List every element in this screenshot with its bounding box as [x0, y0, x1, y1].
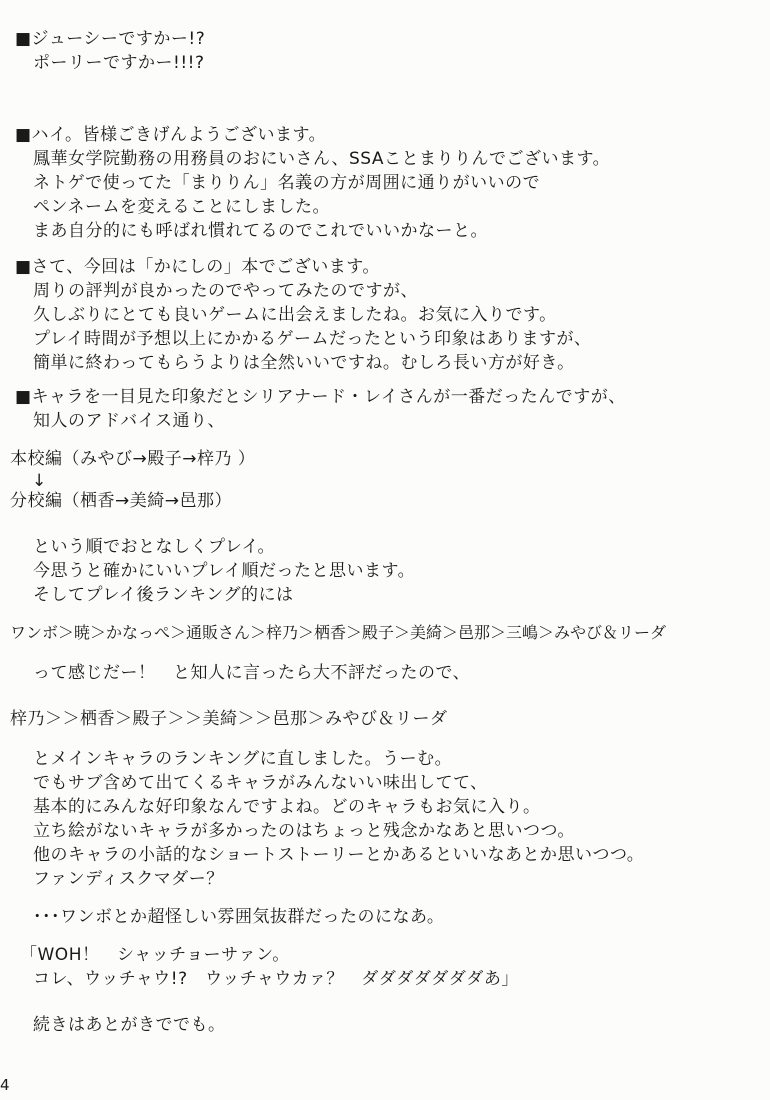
text-line: 周りの評判が良かったのでやってみたのですが、 [33, 281, 418, 301]
text-line: 簡単に終わってもらうよりは全然いいですね。むしろ長い方が好き。 [33, 353, 575, 373]
ranking-line: ワンボ＞暁＞かなっぺ＞通販さん＞梓乃＞栖香＞殿子＞美綺＞邑那＞三嶋＞みやび＆リーダ [10, 623, 667, 642]
text-line: ネトゲで使ってた「まりりん」名義の方が周囲に通りがいいので [33, 173, 541, 193]
text-line: そしてプレイ後ランキング的には [33, 585, 294, 605]
text-line: ■キャラを一目見た印象だとシリアナード・レイさんが一番だったんですが、 [15, 387, 626, 407]
text-line: まあ自分的にも呼ばれ慣れてるのでこれでいいかなーと。 [33, 221, 488, 241]
text-line: 続きはあとがきででも。 [33, 1015, 226, 1035]
text-line: でもサブ含めて出てくるキャラがみんないい味出してて、 [33, 773, 488, 793]
page-number: 4 [0, 1076, 10, 1094]
text-line: ■ハイ。皆様ごきげんようございます。 [15, 125, 327, 145]
text-line: ファンディスクマダー？ [33, 869, 224, 889]
text-line: 鳳華女学院勤務の用務員のおにいさん、SSAことまりりんでございます。 [33, 149, 611, 169]
text-line: ポーリーですかー!!!? [33, 53, 205, 73]
text-line: 「WOH！ シャッチョーサァン。 [20, 945, 290, 965]
text-line: ■ジューシーですかー!? [15, 29, 206, 49]
text-line: コレ、ウッチャウ!? ウッチャウカァ？ ダダダダダダダあ」 [33, 969, 519, 989]
text-line: ペンネームを変えることにしました。 [33, 197, 330, 217]
arrow-line: ↓ [32, 471, 47, 491]
text-line: 他のキャラの小話的なショートストーリーとかあるといいなあとか思いつつ。 [33, 845, 645, 865]
text-line: プレイ時間が予想以上にかかるゲームだったという印象はありますが、 [33, 329, 592, 349]
text-line: って感じだー！ と知人に言ったら大不評だったので、 [33, 663, 471, 683]
text-line: 分校編（栖香→美綺→邑那） [10, 491, 232, 511]
text-line: 立ち絵がないキャラが多かったのはちょっと残念かなあと思いつつ。 [33, 821, 575, 841]
text-line: という順でおとなしくプレイ。 [33, 537, 275, 557]
text-line: 今思うと確かにいいプレイ順だったと思います。 [33, 561, 416, 581]
text-line: とメインキャラのランキングに直しました。うーむ。 [33, 749, 453, 769]
text-line: 基本的にみんな好印象なんですよね。どのキャラもお気に入り。 [33, 797, 541, 817]
text-line: ･･･ワンボとか超怪しい雰囲気抜群だったのになあ。 [33, 907, 445, 927]
text-line: ■さて、今回は「かにしの」本でございます。 [15, 257, 380, 277]
text-line: 本校編（みやび→殿子→梓乃 ） [10, 449, 256, 469]
text-line: 久しぶりにとても良いゲームに出会えましたね。お気に入りです。 [33, 305, 557, 325]
text-line: 知人のアドバイス通り、 [33, 411, 225, 431]
ranking-line: 梓乃＞＞栖香＞殿子＞＞美綺＞＞邑那＞みやび＆リーダ [10, 709, 448, 729]
